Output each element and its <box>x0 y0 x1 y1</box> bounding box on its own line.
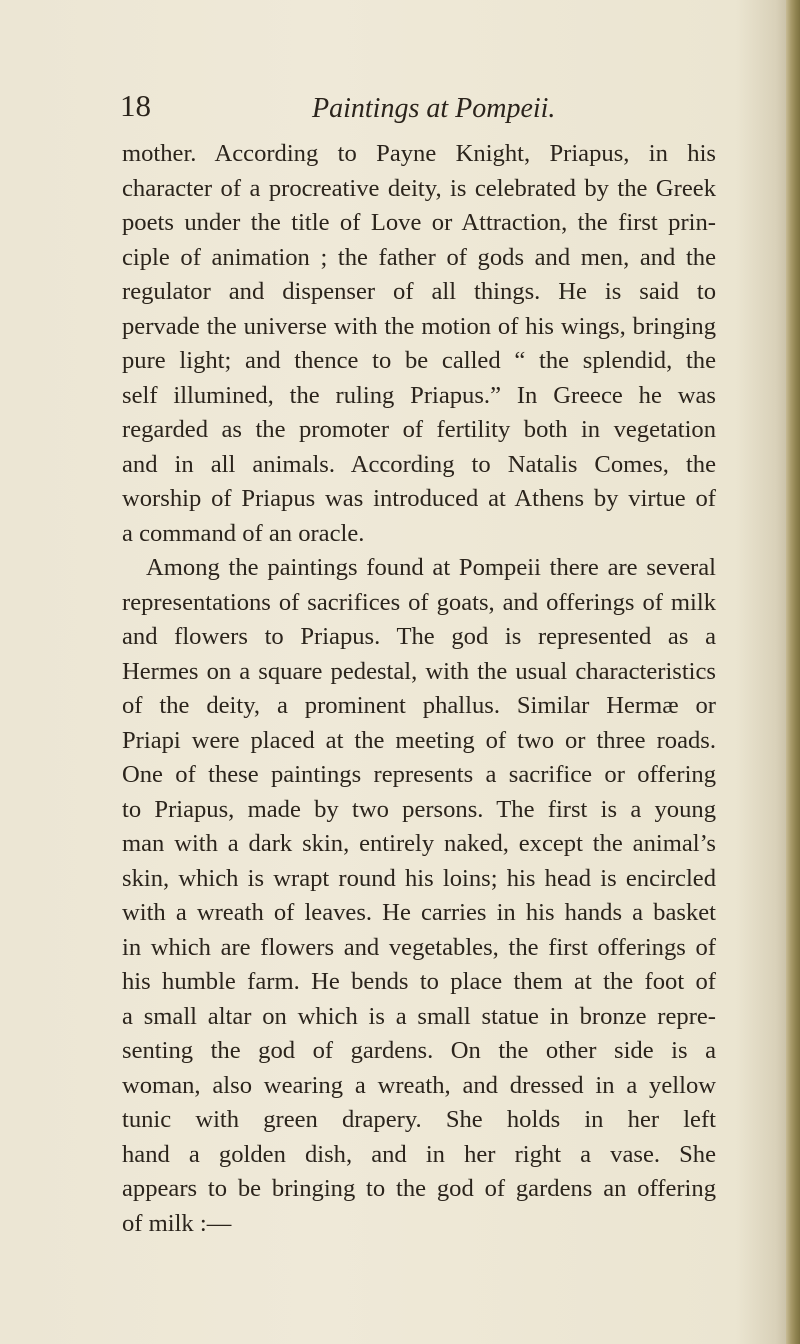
paragraph-start-line: Among the paintings found at Pompeii there are several <box>146 554 716 581</box>
text-line: regulator and dispenser of all things. He is said to <box>122 278 716 305</box>
text-line: man with a dark skin, entirely naked, except the animal’s <box>122 830 716 857</box>
text-line: appears to be bringing to the god of gardens an offering <box>122 1175 716 1202</box>
paragraph-end-line: of milk :— <box>122 1209 232 1237</box>
text-line: skin, which is wrapt round his loins; his head is encircled <box>122 864 716 892</box>
text-line: mother. According to Payne Knight, Priapus, in his <box>122 140 716 167</box>
text-line: in which are flowers and vegetables, the first offerings of <box>122 933 716 961</box>
text-line: Hermes on a square pedestal, with the usual characteristics <box>122 657 716 685</box>
text-line: and in all animals. According to Natalis Comes, the <box>122 450 716 478</box>
text-line: tunic with green drapery. She holds in her left <box>122 1106 716 1133</box>
page-number: 18 <box>120 88 151 123</box>
running-title: Paintings at Pompeii. <box>312 93 556 124</box>
text-line: pure light; and thence to be called “ the splendid, the <box>122 347 716 374</box>
text-line: ciple of animation ; the father of gods and men, and the <box>122 243 716 271</box>
text-line: self illumined, the ruling Priapus.” In Greece he was <box>122 381 716 409</box>
text-line: of the deity, a prominent phallus. Similar Hermæ or <box>122 692 716 719</box>
text-line: with a wreath of leaves. He carries in his hands a basket <box>122 899 716 926</box>
text-line: regarded as the promoter of fertility both in vegetation <box>122 416 716 443</box>
text-line: representations of sacrifices of goats, and offerings of milk <box>122 588 716 616</box>
text-line: poets under the title of Love or Attraction, the first prin- <box>122 209 716 236</box>
text-line: woman, also wearing a wreath, and dressed in a yellow <box>122 1071 716 1099</box>
text-line: One of these paintings represents a sacrifice or offering <box>122 761 716 788</box>
page-header <box>120 86 720 130</box>
body-text <box>122 137 716 1241</box>
text-line: hand a golden dish, and in her right a vase. She <box>122 1140 716 1168</box>
page-edge <box>786 0 800 1344</box>
text-line: character of a procreative deity, is celebrated by the Greek <box>122 174 716 202</box>
text-line: senting the god of gardens. On the other side is a <box>122 1037 716 1064</box>
text-line: to Priapus, made by two persons. The first is a young <box>122 795 716 823</box>
text-line: Priapi were placed at the meeting of two or three roads. <box>122 726 716 754</box>
text-line: worship of Priapus was introduced at Athens by virtue of <box>122 485 716 512</box>
text-line: pervade the universe with the motion of his wings, bringing <box>122 312 716 340</box>
text-line: a small altar on which is a small statue in bronze repre- <box>122 1002 716 1030</box>
text-line: and flowers to Priapus. The god is represented as a <box>122 623 716 650</box>
text-line: his humble farm. He bends to place them at the foot of <box>122 968 716 995</box>
paragraph-end-line: a command of an oracle. <box>122 519 365 547</box>
